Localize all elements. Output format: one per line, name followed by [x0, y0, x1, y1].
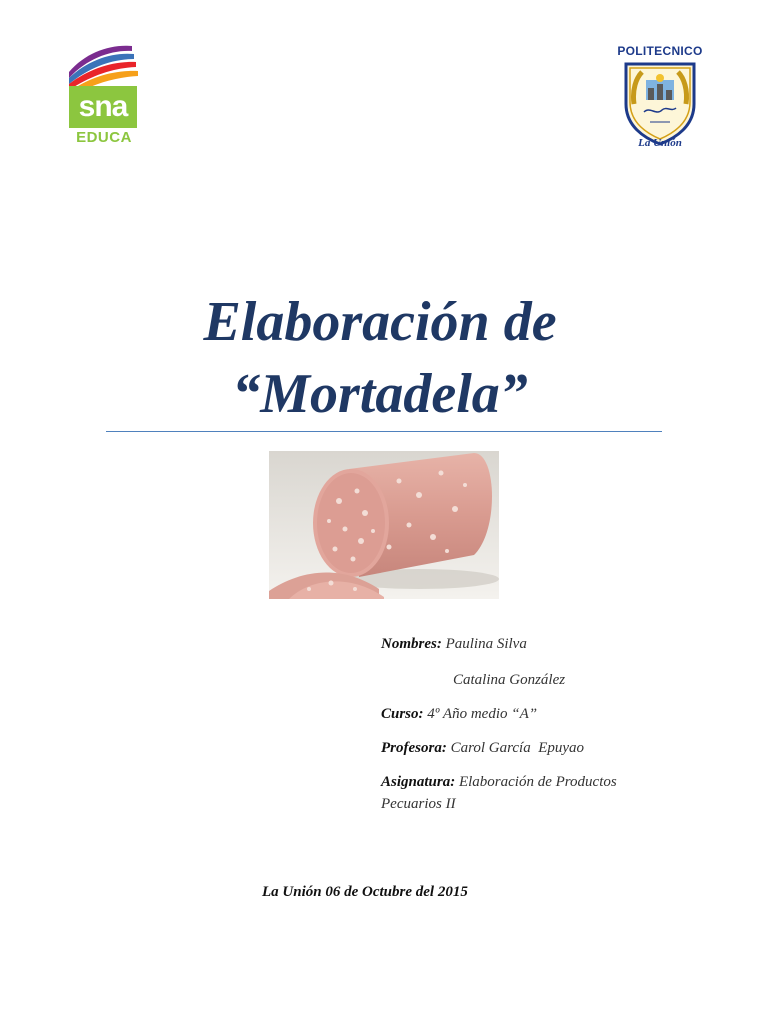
curso-value: 4º Año medio “A”	[427, 706, 538, 722]
profesora-label: Profesora:	[381, 740, 447, 756]
asignatura-value-2: Pecuarios II	[381, 796, 456, 812]
nombres-value-1: Paulina Silva	[445, 636, 527, 652]
sna-educa-logo	[66, 42, 140, 148]
politecnico-text: POLITECNICO	[617, 44, 703, 58]
asignatura-value-1: Elaboración de Productos	[458, 774, 617, 790]
politecnico-logo	[614, 44, 706, 154]
profesora-value: Carol García Epuyao	[450, 740, 585, 756]
curso-row	[381, 706, 537, 723]
profesora-row	[381, 740, 584, 757]
nombres-value-2: Catalina González	[453, 672, 566, 688]
title-line-2: “Mortadela”	[232, 363, 528, 425]
educa-text: EDUCA	[76, 129, 132, 146]
crest-icon	[620, 60, 700, 146]
asignatura-row-2	[381, 796, 456, 813]
nombres-row	[381, 636, 527, 653]
nombres-label: Nombres:	[381, 636, 442, 652]
document-title	[100, 286, 660, 430]
la-union-text: La Unión	[638, 137, 682, 149]
swoosh-icon	[66, 42, 140, 92]
nombres-row-2	[453, 672, 565, 689]
sna-text: sna	[78, 90, 128, 123]
title-divider	[106, 431, 662, 432]
document-date: La Unión 06 de Octubre del 2015	[262, 884, 468, 900]
curso-label: Curso:	[381, 706, 424, 722]
asignatura-label: Asignatura:	[381, 774, 456, 790]
title-line-1: Elaboración de	[203, 291, 557, 353]
mortadela-photo	[269, 451, 499, 599]
asignatura-row	[381, 774, 617, 791]
